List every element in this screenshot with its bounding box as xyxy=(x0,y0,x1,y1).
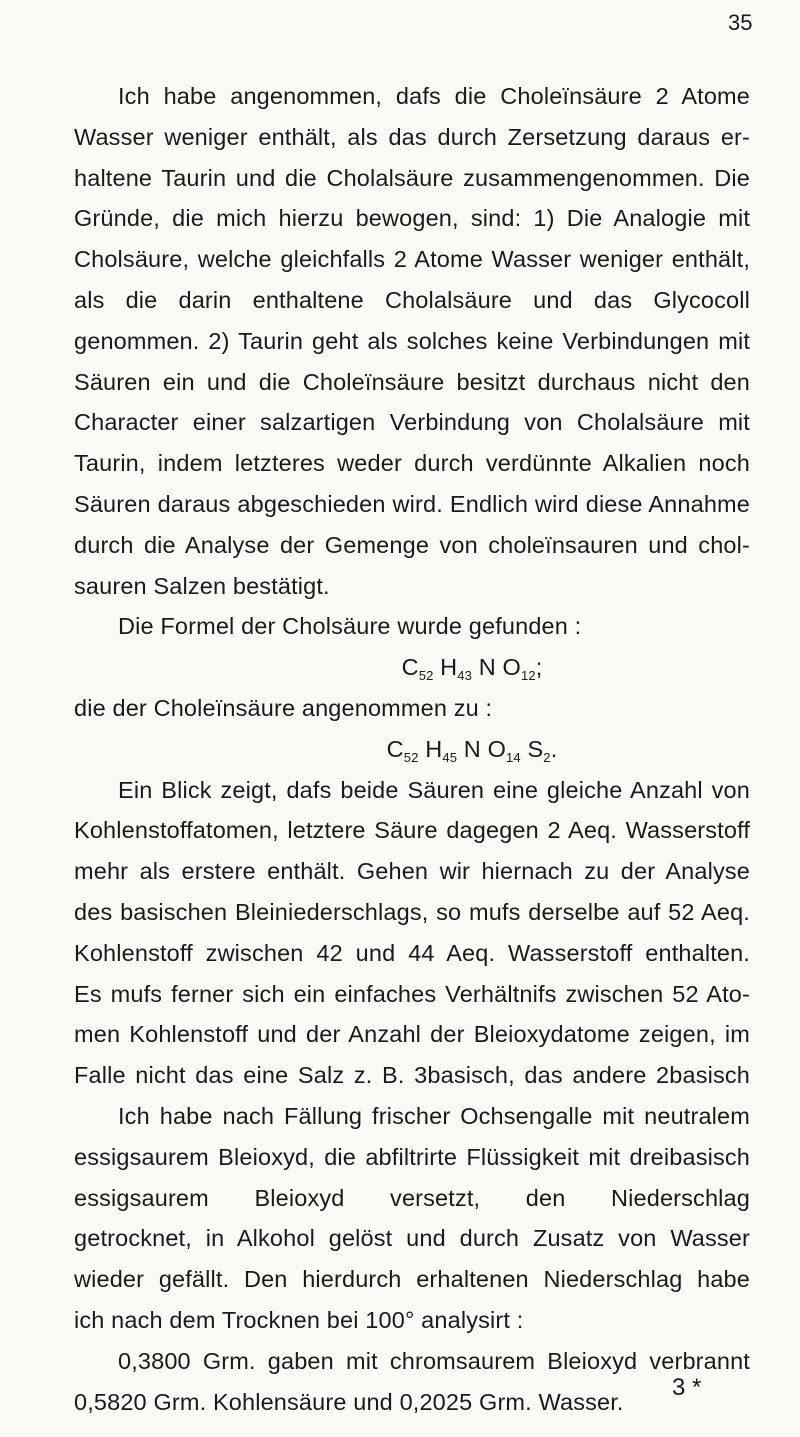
page-number: 35 xyxy=(728,10,753,35)
text-line: getrocknet, in Alkohol gelöst und durch Zusatz von Wasser xyxy=(74,1225,750,1252)
text-line: Ein Blick zeigt, dafs beide Säuren eine gleiche Anzahl von xyxy=(118,776,750,803)
text-line: Es mufs ferner sich ein einfaches Verhältnifs zwischen 52 Ato- xyxy=(74,980,750,1007)
text-line: wieder gefällt. Den hierdurch erhaltenen Niederschlag habe xyxy=(74,1266,750,1293)
text-line: sauren Salzen bestätigt. xyxy=(74,572,330,599)
text-line: 0,5820 Grm. Kohlensäure und 0,2025 Grm. Wasser. xyxy=(74,1388,624,1415)
text-line: des basischen Bleiniederschlags, so mufs derselbe auf 52 Aeq. xyxy=(74,898,750,925)
signature-mark: 3 * xyxy=(672,1374,702,1401)
text-line: Ich habe angenommen, dafs die Choleïnsäure 2 Atome xyxy=(118,83,750,109)
text-line: Wasser weniger enthält, als das durch Zersetzung daraus er- xyxy=(74,123,750,150)
text-line: haltene Taurin und die Cholalsäure zusammengenommen. Die xyxy=(74,164,750,191)
paragraph-3 xyxy=(74,1096,750,1341)
text-line: genommen. 2) Taurin geht als solches keine Verbindungen mit xyxy=(74,327,750,354)
text-line: Character einer salzartigen Verbindung von Cholalsäure mit xyxy=(74,409,750,436)
text-line: als die darin enthaltene Cholalsäure und das Glycocoll xyxy=(74,286,750,313)
paragraph-1 xyxy=(74,76,750,606)
text-line: Säuren ein und die Choleïnsäure besitzt durchaus nicht den xyxy=(74,368,750,395)
text-line: Cholsäure, welche gleichfalls 2 Atome Wasser weniger enthält, xyxy=(74,246,750,273)
text-line: essigsaurem Bleioxyd versetzt, den Niederschlag xyxy=(74,1184,750,1211)
formula-intro-2: die der Choleïnsäure angenommen zu : xyxy=(74,694,493,721)
text-line: Falle nicht das eine Salz z. B. 3basisch, das andere 2basisch xyxy=(74,1062,750,1089)
text-line: 0,3800 Grm. gaben mit chromsaurem Bleioxyd verbrannt xyxy=(118,1347,750,1374)
text-line: essigsaurem Bleioxyd, die abfiltrirte Flüssigkeit mit dreibasisch xyxy=(74,1143,750,1170)
text-line: ich nach dem Trocknen bei 100° analysirt : xyxy=(74,1306,524,1333)
text-line: Kohlenstoff zwischen 42 und 44 Aeq. Wasserstoff enthalten. xyxy=(74,939,750,966)
formula-cholsaeure: $C_{52}$ $H_{43}$ N $O_{12}$; xyxy=(401,654,543,684)
body-text xyxy=(74,76,750,1422)
text-line: Kohlenstoffatomen, letztere Säure dagegen 2 Aeq. Wasserstoff xyxy=(74,817,750,844)
text-line: durch die Analyse der Gemenge von choleïnsauren und chol- xyxy=(74,531,750,558)
text-line: mehr als erstere enthält. Gehen wir hiernach zu der Analyse xyxy=(74,858,750,885)
text-line: Gründe, die mich hierzu bewogen, sind: 1) Die Analogie mit xyxy=(74,205,750,232)
paragraph-2 xyxy=(74,770,750,1096)
paragraph-4 xyxy=(74,1341,750,1423)
text-line: Säuren daraus abgeschieden wird. Endlich wird diese Annahme xyxy=(74,490,750,517)
text-line: Taurin, indem letzteres weder durch verdünnte Alkalien noch xyxy=(74,450,750,477)
formula-choleinsaeure: $C_{52}$ $H_{45}$ N $O_{14}$ $S_2$. xyxy=(386,735,558,765)
formula-intro-1: Die Formel der Cholsäure wurde gefunden : xyxy=(118,613,582,640)
text-line: Ich habe nach Fällung frischer Ochsengalle mit neutralem xyxy=(118,1102,750,1129)
text-line: men Kohlenstoff und der Anzahl der Bleioxydatome zeigen, im xyxy=(74,1021,750,1048)
